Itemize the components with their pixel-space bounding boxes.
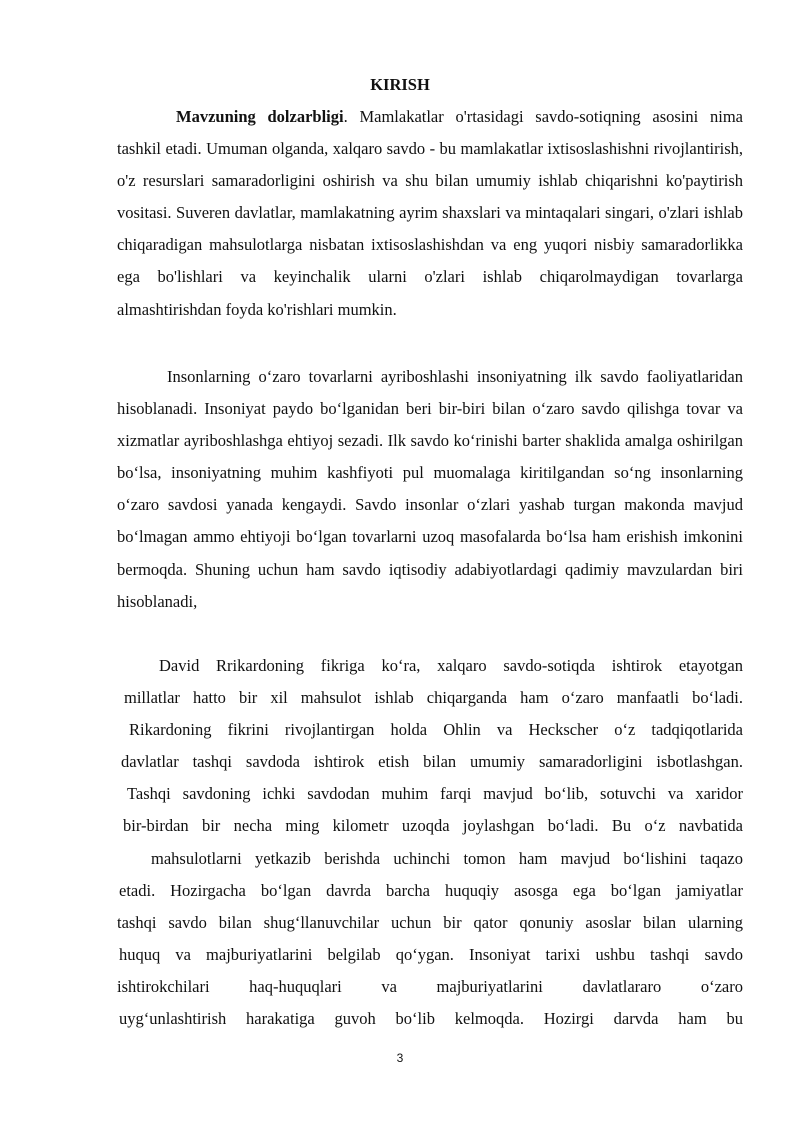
text-line: davlatlar tashqi savdoda ishtirok etish bilan umumiy samaradorligini isbotlashgan. xyxy=(121,752,743,772)
text-line: millatlar hatto bir xil mahsulot ishlab chiqarganda ham o‘zaro manfaatli bo‘ladi. xyxy=(124,688,743,708)
paragraph-exchange: Insonlarning o‘zaro tovarlarni ayriboshlashi insoniyatning ilk savdo faoliyatlaridan hisoblanadi. Insoniyat paydo bo‘lganidan beri bir-biri bilan o‘zaro savdo qilishga tovar va xizmatlar ayriboshlashga ehtiyoj sezadi. Ilk savdo ko‘rinishi barter shaklida amalga oshirilgan bo‘lsa, insoniyatning muhim kashfiyoti pul muomalaga kiritilgandan so‘ng insonlarning o‘zaro savdosi yanada kengaydi. Savdo insonlar o‘zlari yashab turgan makonda mavjud bo‘lmagan ammo ehtiyoji bo‘lgan tovarlarni uzoq masofalarda bo‘lsa ham erishish imkonini bermoqda. Shuning uchun ham savdo iqtisodiy adabiyotlardagi qadimiy mavzulardan biri hisoblanadi, xyxy=(117,367,743,611)
text-line: Rikardoning fikrini rivojlantirgan holda Ohlin va Heckscher o‘z tadqiqotlarida xyxy=(129,720,743,740)
text-line: mahsulotlarni yetkazib berishda uchinchi tomon ham mavjud bo‘lishini taqazo xyxy=(151,848,743,868)
text-line: bir-birdan bir necha ming kilometr uzoqda joylashgan bo‘ladi. Bu o‘z navbatida xyxy=(123,816,743,836)
paragraph-text: . Mamlakatlar o'rtasidagi savdo-sotiqning asosini nima tashkil etadi. Umuman olganda, xalqaro savdo - bu mamlakatlar ixtisoslashishni rivojlantirish, o'z resurslari samaradorligini oshirish va shu bilan umumiy ishlab chiqarishni ko'paytirish vositasi. Suveren davlatlar, mamlakatning ayrim shaxslari va mintaqalari singari, o'zlari ishlab chiqaradigan mahsulotlarga nisbatan ixtisoslashishdan va eng yuqori nisbiy samaradorlikka ega bo'lishlari va keyinchalik ularni o'zlari ishlab chiqarolmaydigan tovarlarga almashtirishdan foyda ko'rishlari mumkin. xyxy=(117,107,743,319)
text-line: Tashqi savdoning ichki savdodan muhim farqi mavjud bo‘lib, sotuvchi va xaridor xyxy=(127,784,743,804)
text-line: uyg‘unlashtirish harakatiga guvoh bo‘lib kelmoqda. Hozirgi darvda ham bu xyxy=(119,1009,743,1029)
text-line: David Rrikardoning fikriga ko‘ra, xalqaro savdo-sotiqda ishtirok etayotgan xyxy=(159,656,743,675)
text-line: etadi. Hozirgacha bo‘lgan davrda barcha huquqiy asosga ega bo‘lgan jamiyatlar xyxy=(119,880,743,900)
paragraph-relevance xyxy=(117,101,743,326)
text-line: huquq va majburiyatlarini belgilab qo‘ygan. Insoniyat tarixi ushbu tashqi savdo xyxy=(119,944,743,964)
paragraph-lead: Mavzuning dolzarbligi xyxy=(176,107,344,126)
page-number: 3 xyxy=(396,1051,404,1065)
paragraph-ricardo xyxy=(117,650,743,1035)
text-line: tashqi savdo bilan shug‘llanuvchilar uchun bir qator qonuniy asoslar bilan ularning xyxy=(117,912,743,932)
text-line: ishtirokchilari haq-huquqlari va majburiyatlarini davlatlararo o‘zaro xyxy=(117,976,743,996)
page-title: KIRISH xyxy=(370,75,430,94)
